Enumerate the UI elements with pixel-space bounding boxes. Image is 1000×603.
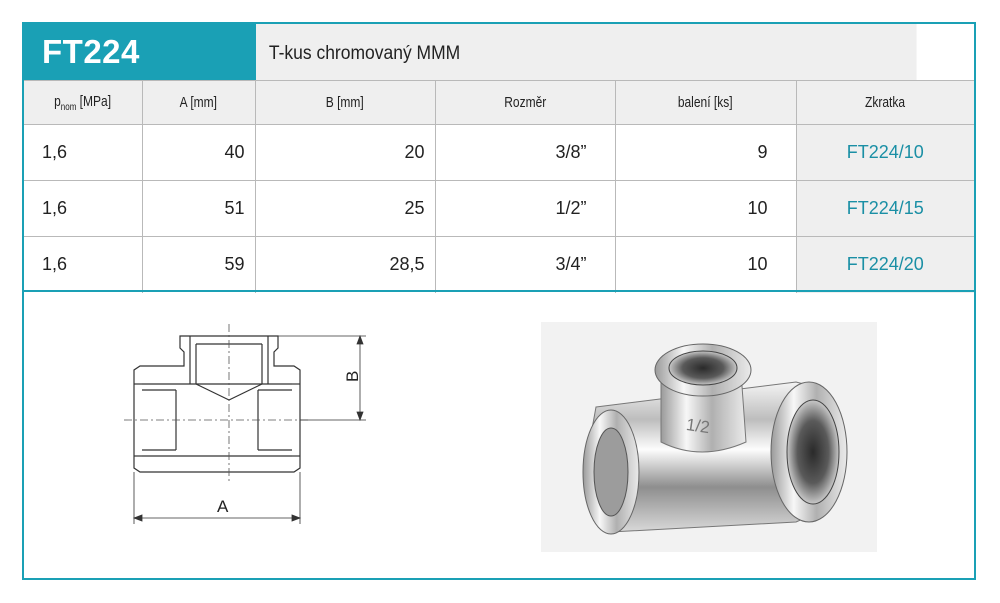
cell-zkratka-link[interactable]: FT224/10 xyxy=(796,125,974,181)
cell-rozmer: 3/4” xyxy=(435,237,615,293)
cell-pnom: 1,6 xyxy=(24,237,142,293)
column-header-baleni: balení [ks] xyxy=(615,81,796,125)
cell-a: 40 xyxy=(142,125,255,181)
product-card xyxy=(22,22,976,580)
section-divider xyxy=(24,290,974,292)
cell-rozmer: 1/2” xyxy=(435,181,615,237)
cell-a: 51 xyxy=(142,181,255,237)
product-header xyxy=(24,24,974,80)
cell-baleni: 10 xyxy=(615,181,796,237)
column-header-b: B [mm] xyxy=(255,81,435,125)
product-code: FT224 xyxy=(24,24,256,80)
dimension-a-label: A xyxy=(217,497,229,516)
cell-baleni: 9 xyxy=(615,125,796,181)
cell-zkratka-link[interactable]: FT224/15 xyxy=(796,181,974,237)
product-title: T-kus chromovaný MMM xyxy=(256,24,917,80)
table-row xyxy=(24,181,974,237)
photo-marking: 1/2 xyxy=(684,415,711,438)
dimension-b-label: B xyxy=(343,370,362,382)
column-header-a: A [mm] xyxy=(142,81,255,125)
cell-a: 59 xyxy=(142,237,255,293)
cell-zkratka-link[interactable]: FT224/20 xyxy=(796,237,974,293)
spec-table xyxy=(24,80,974,293)
pnom-unit: [MPa] xyxy=(76,92,112,110)
product-photo xyxy=(541,322,877,552)
cell-baleni: 10 xyxy=(615,237,796,293)
cell-b: 28,5 xyxy=(255,237,435,293)
table-row xyxy=(24,125,974,181)
pnom-subscript: nom xyxy=(60,101,77,113)
cell-b: 20 xyxy=(255,125,435,181)
column-header-pnom xyxy=(24,81,142,125)
pnom-symbol: p xyxy=(54,92,61,110)
column-header-rozmer: Rozměr xyxy=(435,81,615,125)
table-header-row xyxy=(24,81,974,125)
column-header-zkratka: Zkratka xyxy=(796,81,974,125)
cell-b: 25 xyxy=(255,181,435,237)
technical-drawing xyxy=(124,324,384,534)
cell-rozmer: 3/8” xyxy=(435,125,615,181)
table-row xyxy=(24,237,974,293)
cell-pnom: 1,6 xyxy=(24,181,142,237)
cell-pnom: 1,6 xyxy=(24,125,142,181)
